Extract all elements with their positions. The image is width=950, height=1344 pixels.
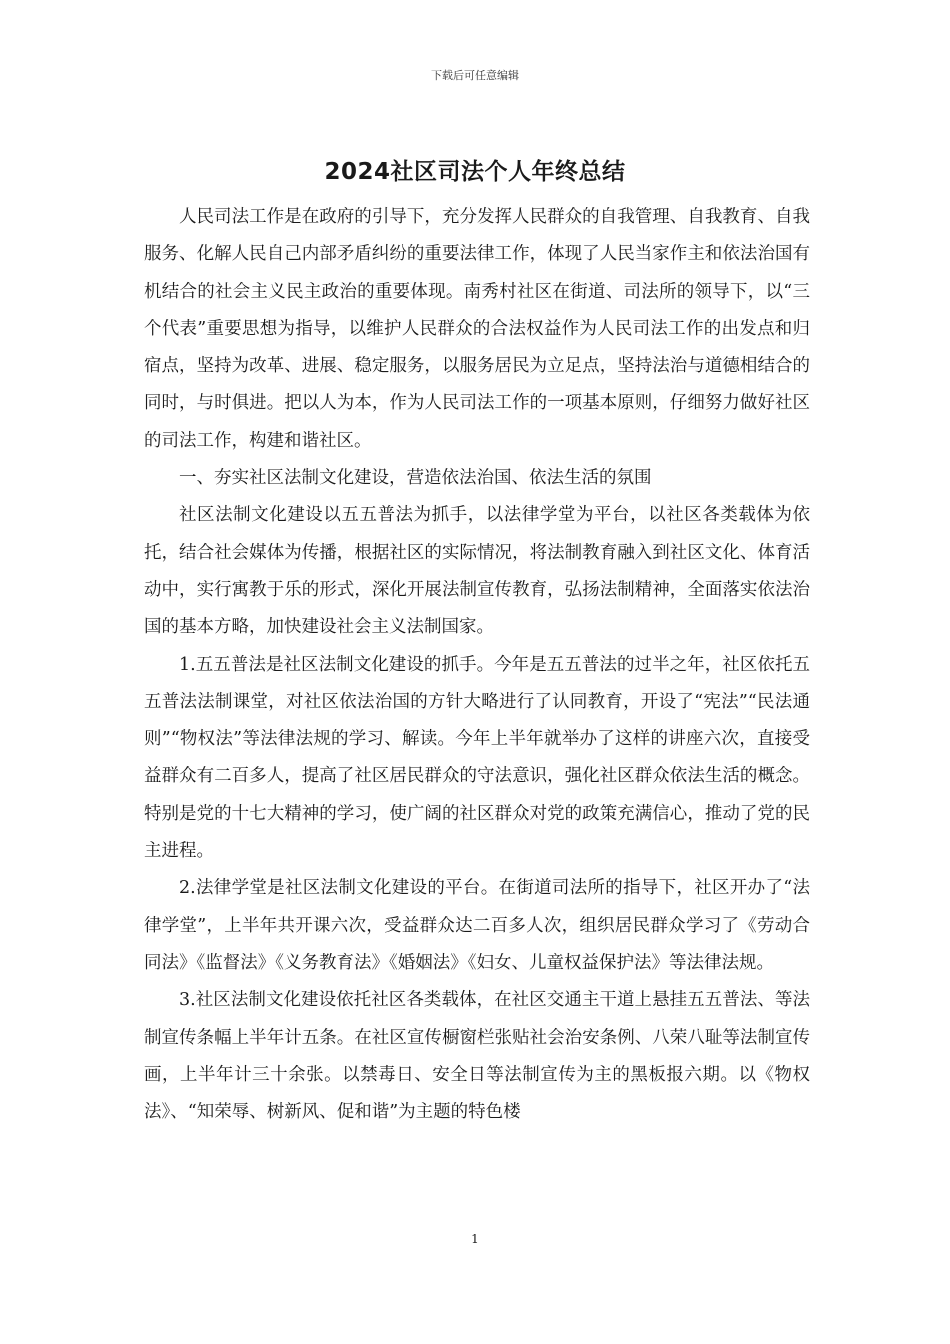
paragraph-item-1: 1.五五普法是社区法制文化建设的抓手。今年是五五普法的过半之年，社区依托五五普法法制课堂，对社区依法治国的方针大略进行了认同教育，开设了“宪法”“民法通则”“物权法”等法律法规的学习、解读。今年上半年就举办了这样的讲座六次，直接受益群众有二百多人，提高了社区居民群众的守法意识，强化社区群众依法生活的概念。特别是党的十七大精神的学习，使广阔的社区群众对党的政策充满信心，推动了党的民主进程。 <box>144 654 810 862</box>
page-header-note: 下载后可任意编辑 <box>431 69 519 82</box>
page-number: 1 <box>471 1232 479 1246</box>
document-body <box>144 199 810 1131</box>
paragraph-item-2: 2.法律学堂是社区法制文化建设的平台。在街道司法所的指导下，社区开办了“法律学堂”，上半年共开课六次，受益群众达二百多人次，组织居民群众学习了《劳动合同法》《监督法》《义务教育法》《婚姻法》《妇女、儿童权益保护法》等法律法规。 <box>144 878 810 973</box>
paragraph-intro: 人民司法工作是在政府的引导下，充分发挥人民群众的自我管理、自我教育、自我服务、化解人民自己内部矛盾纠纷的重要法律工作，体现了人民当家作主和依法治国有机结合的社会主义民主政治的重要体现。南秀村社区在街道、司法所的领导下，以“三个代表”重要思想为指导，以维护人民群众的合法权益作为人民司法工作的出发点和归宿点，坚持为改革、进展、稳定服务，以服务居民为立足点，坚持法治与道德相结合的同时，与时俱进。把以人为本，作为人民司法工作的一项基本原则，仔细努力做好社区的司法工作，构建和谐社区。 <box>144 207 810 451</box>
paragraph-item-3: 3.社区法制文化建设依托社区各类载体，在社区交通主干道上悬挂五五普法、等法制宣传条幅上半年计五条。在社区宣传橱窗栏张贴社会治安条例、八荣八耻等法制宣传画，上半年计三十余张。以禁毒日、安全日等法制宣传为主的黑板报六期。以《物权法》、“知荣辱、树新风、促和谐”为主题的特色楼 <box>144 990 810 1123</box>
document-title: 2024社区司法个人年终总结 <box>324 159 626 185</box>
paragraph-section-1: 社区法制文化建设以五五普法为抓手，以法律学堂为平台，以社区各类载体为依托，结合社会媒体为传播，根据社区的实际情况，将法制教育融入到社区文化、体育活动中，实行寓教于乐的形式，深化开展法制宣传教育，弘扬法制精神，全面落实依法治国的基本方略，加快建设社会主义法制国家。 <box>144 505 810 638</box>
section-heading-1: 一、夯实社区法制文化建设，营造依法治国、依法生活的氛围 <box>179 468 652 489</box>
